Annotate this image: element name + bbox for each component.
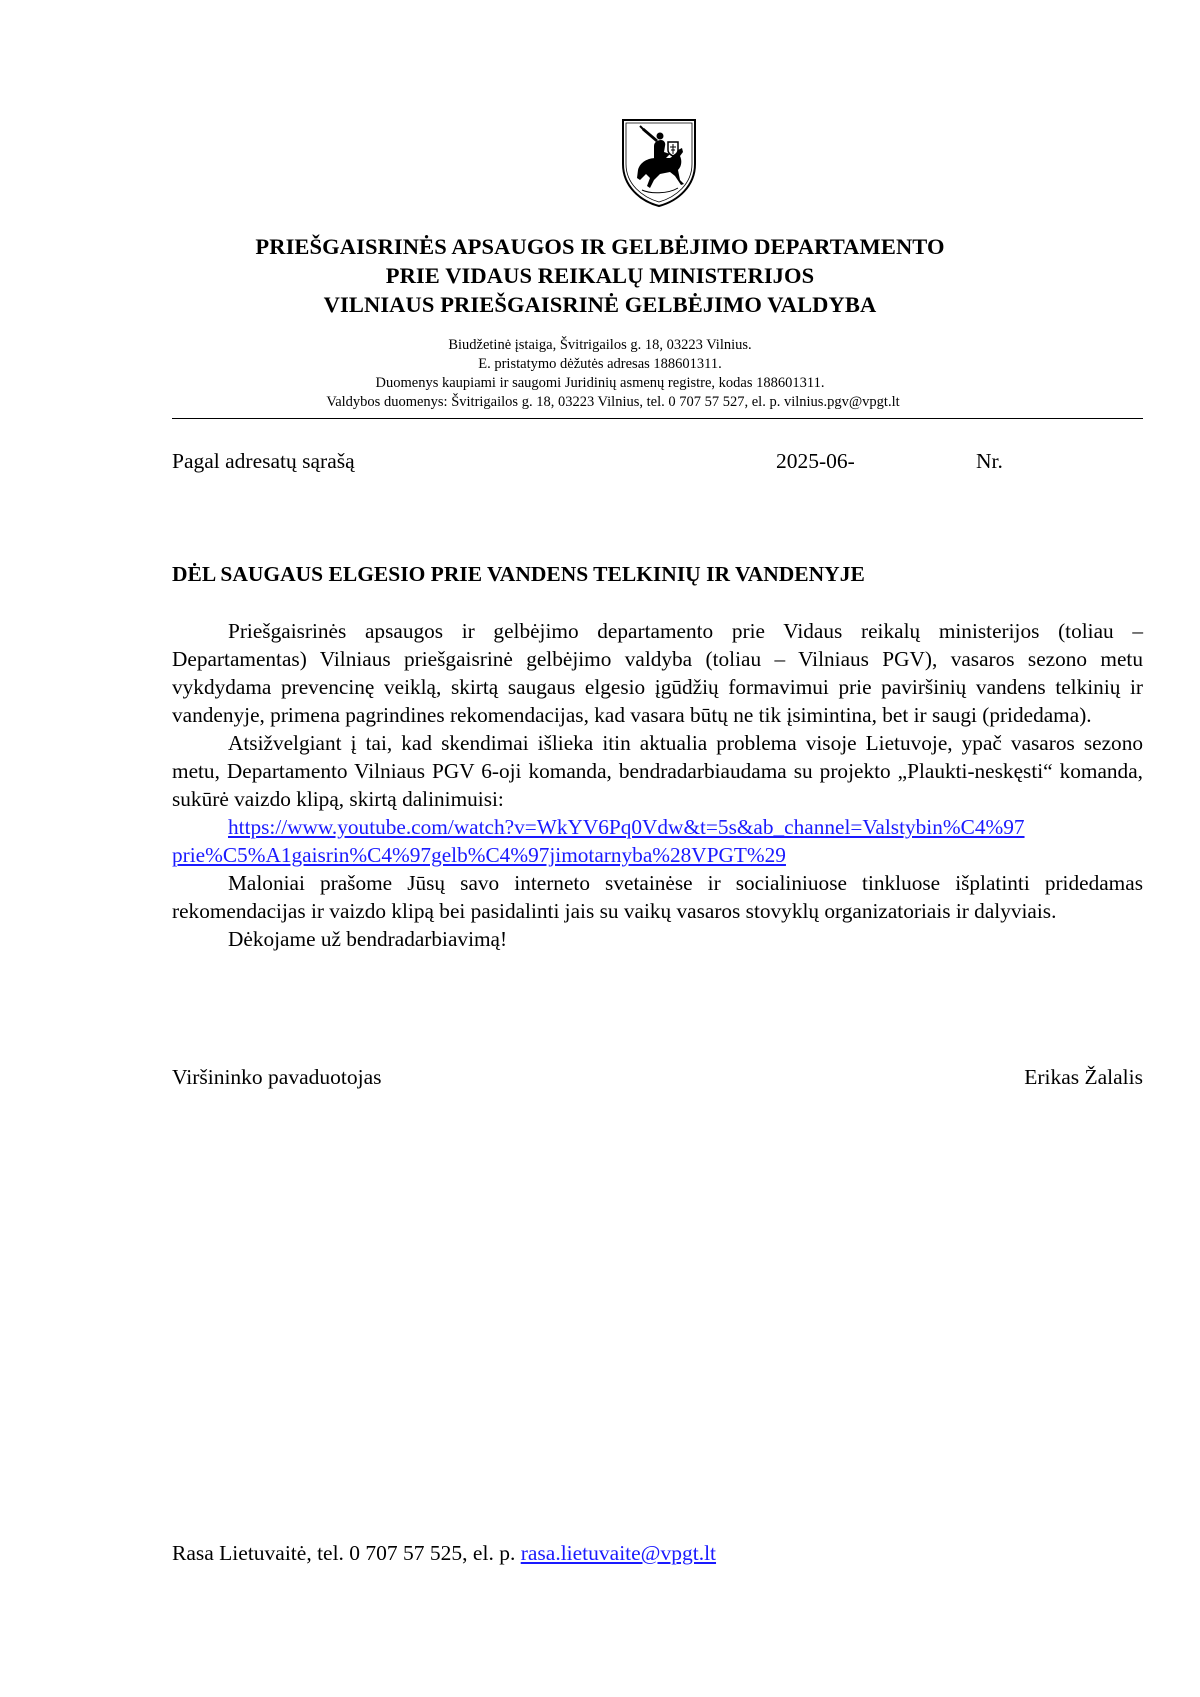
requisites-line: Valdybos duomenys: Švitrigailos g. 18, 03223 Vilnius, tel. 0 707 57 527, el. p. vilnius.pgv@vpgt.lt [326,394,900,410]
video-link-line[interactable]: https://www.youtube.com/watch?v=WkYV6Pq0Vdw&t=5s&ab_channel=Valstybin%C4%97 [228,815,1025,839]
body-paragraph: Maloniai prašome Jūsų savo interneto svetainėse ir socialiniuose tinkluose išplatinti pridedamas rekomendacijas ir vaizdo klipą bei pasidalinti jais su vaikų vasaros stovyklų organizatoriais ir dalyviais. [172,871,1143,923]
letter-subject: DĖL SAUGAUS ELGESIO PRIE VANDENS TELKINIŲ IR VANDENYJE [172,562,865,586]
body-paragraph: Dėkojame už bendradarbiavimą! [228,927,508,951]
coat-of-arms-icon [620,118,698,208]
body-paragraph: Atsižvelgiant į tai, kad skendimai išlieka itin aktualia problema visoje Lietuvoje, ypač vasaros sezono metu, Departamento Vilniaus PGV 6-oji komanda, bendradarbiaudama su projekto „Plaukti-neskęsti“ komanda, sukūrė vaizdo klipą, skirtą dalinimuisi: [172,731,1143,811]
requisites-line: E. pristatymo dėžutės adresas 188601311. [478,356,722,372]
document-number: Nr. [976,449,1003,473]
signatory-position: Viršininko pavaduotojas [172,1065,382,1089]
contact-line [172,1539,716,1567]
institution-title-line: PRIEŠGAISRINĖS APSAUGOS IR GELBĖJIMO DEPARTAMENTO [255,234,945,259]
requisites-line: Duomenys kaupiami ir saugomi Juridinių asmenų registre, kodas 188601311. [375,375,825,391]
body-paragraph: Priešgaisrinės apsaugos ir gelbėjimo departamento prie Vidaus reikalų ministerijos (toliau – Departamentas) Vilniaus priešgaisrinė gelbėjimo valdyba (toliau – Vilniaus PGV), vasaros sezono metu vykdydama prevencinę veiklą, skirtą saugaus elgesio įgūdžių formavimui prie paviršinių vandens telkinių ir vandenyje, primena pagrindines rekomendacijas, kad vasara būtų ne tik įsimintina, bet ir saugi (pridedama). [172,619,1143,727]
addressee: Pagal adresatų sąrašą [172,449,355,473]
header-divider [172,418,1143,419]
document-date: 2025-06- [776,449,855,473]
video-link[interactable] [172,813,1143,869]
contact-text: Rasa Lietuvaitė, tel. 0 707 57 525, el. p. [172,1541,521,1565]
requisites-line: Biudžetinė įstaiga, Švitrigailos g. 18, 03223 Vilnius. [448,337,752,353]
institution-title-line: PRIE VIDAUS REIKALŲ MINISTERIJOS [385,263,815,288]
institution-requisites [0,336,1200,412]
signatory-name: Erikas Žalalis [1024,1065,1143,1089]
institution-title-line: VILNIAUS PRIEŠGAISRINĖ GELBĖJIMO VALDYBA [323,292,877,317]
video-link-line[interactable]: prie%C5%A1gaisrin%C4%97gelb%C4%97jimotarnyba%28VPGT%29 [172,843,786,867]
institution-title [0,232,1200,319]
letter-body [172,617,1143,953]
contact-email-link[interactable]: rasa.lietuvaite@vpgt.lt [520,1541,717,1565]
